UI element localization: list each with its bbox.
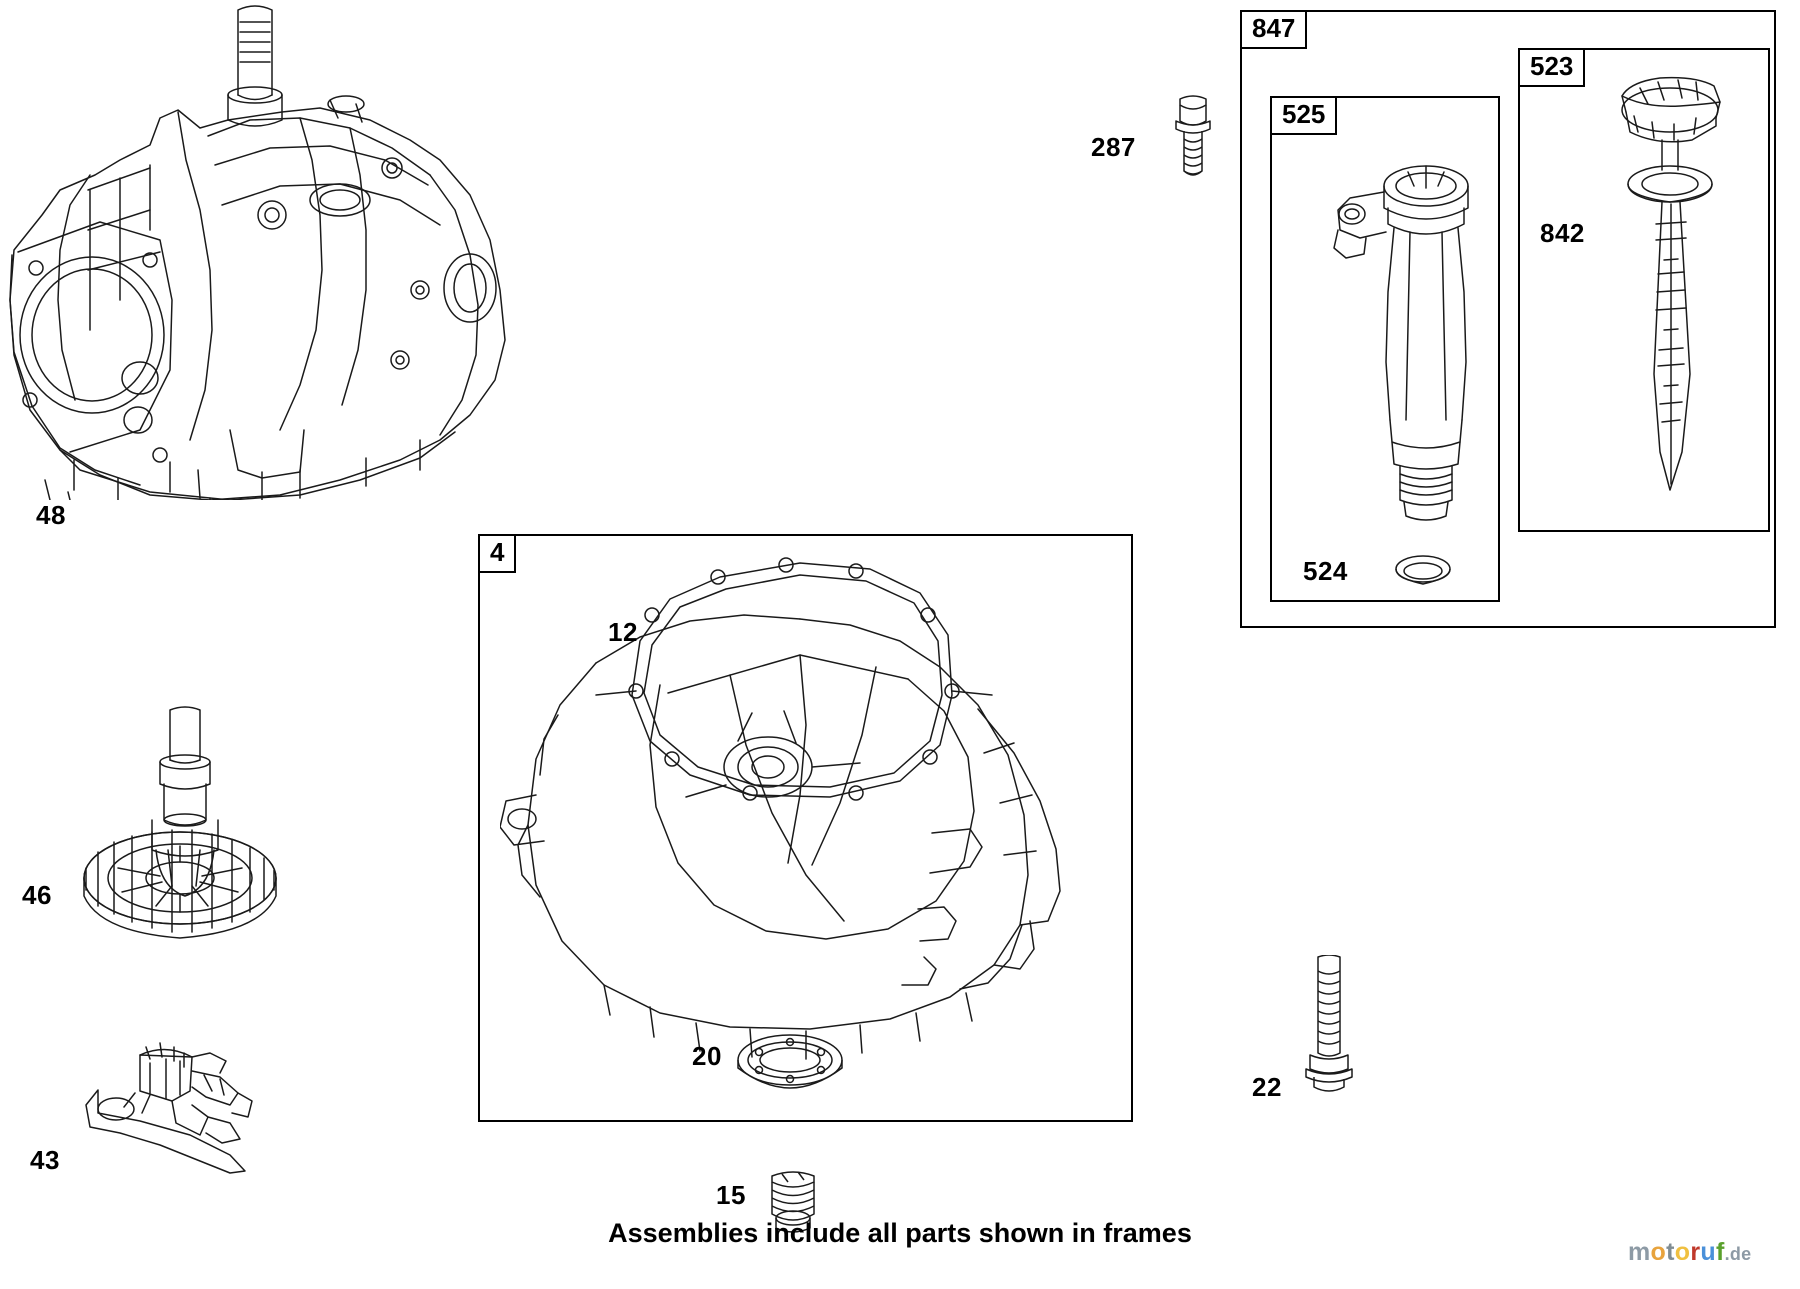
crankshaft-seal-illustration — [735, 1030, 845, 1090]
frame-4-label: 4 — [478, 534, 516, 573]
oil-fill-tube-illustration — [1330, 152, 1490, 522]
camshaft-gear-illustration — [60, 700, 340, 960]
callout-46: 46 — [22, 880, 52, 910]
callout-12: 12 — [608, 617, 638, 647]
callout-22: 22 — [1252, 1072, 1282, 1102]
frame-847-label: 847 — [1240, 10, 1307, 49]
screw-287-illustration — [1168, 95, 1218, 180]
callout-43: 43 — [30, 1145, 60, 1175]
callout-48: 48 — [36, 500, 66, 530]
frame-523-label: 523 — [1518, 48, 1585, 87]
callout-287: 287 — [1091, 132, 1136, 162]
callout-842: 842 — [1540, 218, 1585, 248]
callout-15: 15 — [716, 1180, 746, 1210]
diagram-caption: Assemblies include all parts shown in frames — [608, 1218, 1192, 1248]
o-ring-524-illustration — [1393, 552, 1453, 588]
callout-524: 524 — [1303, 556, 1348, 586]
sump-illustration — [500, 545, 1120, 1065]
dipstick-illustration — [1600, 74, 1760, 504]
governor-control-bracket-illustration — [80, 1035, 310, 1175]
watermark-logo: motoruf.de — [1628, 1238, 1752, 1266]
frame-525-label: 525 — [1270, 96, 1337, 135]
callout-20: 20 — [692, 1041, 722, 1071]
cylinder-block-illustration — [0, 0, 520, 500]
bolt-22-illustration — [1300, 955, 1358, 1095]
